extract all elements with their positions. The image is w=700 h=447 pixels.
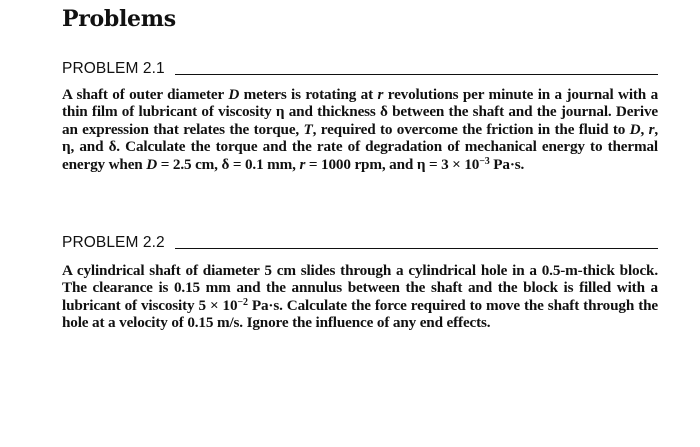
- problem-2-1-header: [62, 60, 658, 78]
- problem-2-2-text: A cylindrical shaft of diameter 5 cm slides through a cylindrical hole in a 0.5-m-thick block. The clearance is 0.15 mm and the annulus between the shaft and the block is filled with a lubricant of viscosity $5 \times 10^{-2}$ Pa·s. Calculate the force required to move the shaft through the hole at a velocity of 0.15 m/s. Ignore the influence of any end effects.: [62, 262, 658, 332]
- problem-2-2-rule: [175, 248, 658, 249]
- problem-2-2-header: [62, 234, 658, 252]
- problem-2-1-label: PROBLEM 2.1: [62, 60, 165, 77]
- problem-2-1-text: A shaft of outer diameter D meters is rotating at r revolutions per minute in a journal with a thin film of lubricant of viscosity η and thickness δ between the shaft and the journal. Derive an expression that relates the torque, T, required to overcome the friction in the fluid to D, r, η, and δ. Calculate the torque and the rate of degradation of mechanical energy to thermal energy when D = 2.5 cm, δ = 0.1 mm, r = 1000 rpm, and $\eta = 3 \times 10^{-3}$ Pa·s.: [62, 86, 659, 173]
- problem-2-1-rule: [175, 74, 658, 75]
- problem-2-2-label: PROBLEM 2.2: [62, 234, 165, 251]
- section-heading: Problems: [62, 6, 176, 32]
